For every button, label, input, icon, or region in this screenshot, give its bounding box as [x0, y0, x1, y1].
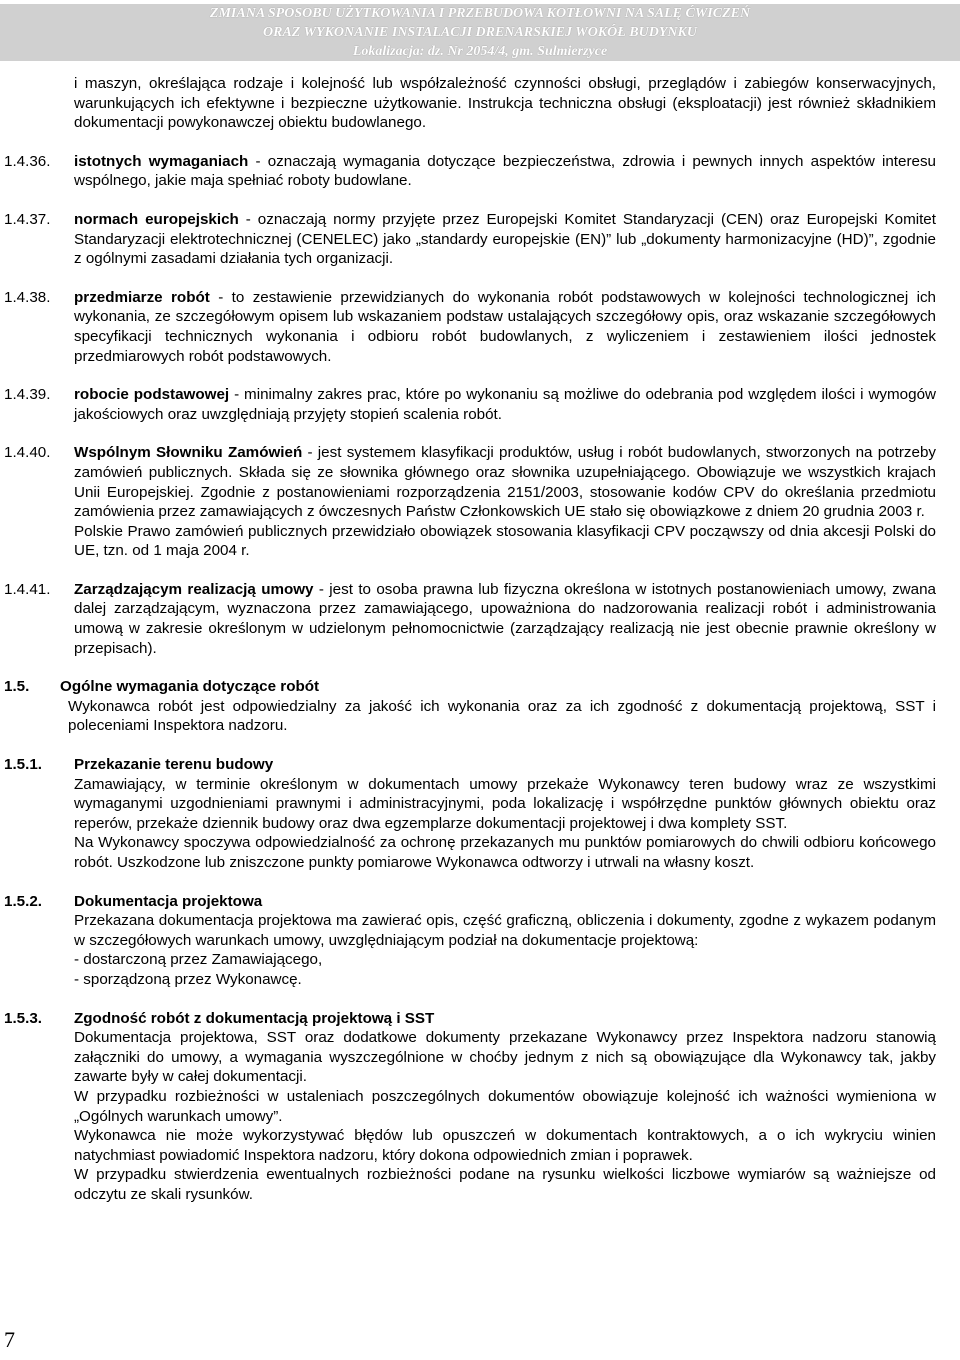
- definition-1-4-40: [4, 443, 936, 561]
- definition-number: 1.4.36.: [4, 152, 51, 170]
- section-1-5-3: [4, 1009, 936, 1205]
- section-paragraph: Dokumentacja projektowa, SST oraz dodatkowe dokumenty przekazane Wykonawcy przez Inspektora nadzoru stanowią załączniki do umowy, a wymagania wyszczególnione w choćby jednym z nich są obowiązujące dla Wykonawcy tak, jakby zawarte były w całej dokumentacji.: [74, 1029, 936, 1086]
- definition-1-4-36: [4, 152, 936, 191]
- page-content: [4, 74, 936, 1205]
- header-title-line1: ZMIANA SPOSOBU UŻYTKOWANIA I PRZEBUDOWA KOTŁOWNI NA SALĘ ĆWICZEŃ: [209, 6, 751, 21]
- section-paragraph: Przekazana dokumentacja projektowa ma zawierać opis, część graficzną, obliczenia i dokumenty, zgodne z wykazem podanym w szczegółowych warunkach umowy, uwzględniającym podział na dokumentacje projektową:: [74, 912, 936, 949]
- section-1-5: [4, 677, 936, 736]
- intro-paragraph: i maszyn, określająca rodzaje i kolejność lub współzależność czynności obsługi, przeglądów i zabiegów konserwacyjnych, warunkujących ich efektywne i bezpieczne użytkowanie. Instrukcja techniczna obsługi (eksploatacji) jest również składnikiem dokumentacji powykonawczej obiektu budowlanego.: [74, 75, 936, 132]
- section-number: 1.5.: [4, 678, 30, 696]
- definition-term: Zarządzającym realizacją umowy: [74, 580, 314, 598]
- definition-term: normach europejskich: [74, 210, 239, 228]
- definition-term: Wspólnym Słowniku Zamówień: [74, 444, 303, 462]
- section-1-5-2: [4, 892, 936, 990]
- definition-text: robocie podstawowej - minimalny zakres prac, które po wykonaniu są możliwe do odebrania pod względem ilości i wymogów jakościowych oraz uwzględniają przyjęty stopień scalenia robót.: [74, 386, 936, 423]
- definition-text: Wspólnym Słowniku Zamówień - jest systemem klasyfikacji produktów, usług i robót budowlanych, stworzonych na potrzeby zamówień publicznych. Składa się ze słownika głównego oraz słownika uzupełniającego. Obowiązuje we wszystkich krajach Unii Europejskiej. Zgodnie z postanowieniami rozporządzenia 2151/2003, stosowanie kodów CPV do określania przedmiotu zamówienia przez zamawiających z ówczesnych Państw Członkowskich UE stało się obowiązkowe z dniem 20 grudnia 2003 r.: [74, 444, 936, 521]
- page-number: 7: [4, 1327, 15, 1352]
- document-header: [0, 4, 960, 61]
- section-body: Wykonawca robót jest odpowiedzialny za jakość ich wykonania oraz za ich zgodność z dokumentacją projektową, SST i poleceniami Inspektora nadzoru.: [68, 697, 936, 735]
- section-title: Ogólne wymagania dotyczące robót: [60, 678, 320, 696]
- definition-text: normach europejskich - oznaczają normy przyjęte przez Europejski Komitet Standaryzacji (CEN) oraz Europejski Komitet Standaryzacji elektrotechnicznej (CENELEC) jako „standardy europejskie (EN)” lub „dokumenty harmonizacyjne (HD)”, zgodnie z ogólnymi zasadami działania tych organizacji.: [74, 210, 936, 268]
- definition-1-4-38: [4, 288, 936, 366]
- definition-number: 1.4.37.: [4, 210, 51, 228]
- definition-1-4-41: [4, 580, 936, 658]
- section-paragraph: Zamawiający, w terminie określonym w dokumentach umowy przekaże Wykonawcy teren budowy wraz ze wszystkimi wymaganymi uzgodnieniami prawnymi i administracyjnymi, poda lokalizację i współrzędne punktów głównych obiektu oraz reperów, przekaże dziennik budowy oraz dwa egzemplarze dokumentacji projektowej i dwa komplety SST.: [74, 775, 936, 832]
- section-paragraph: W przypadku rozbieżności w ustaleniach poszczególnych dokumentów obowiązuje kolejność ich ważności wymieniona w „Ogólnych warunkach umowy”.: [74, 1087, 936, 1125]
- definition-1-4-37: [4, 210, 936, 269]
- definition-number: 1.4.38.: [4, 288, 51, 306]
- definition-term: istotnych wymaganiach: [74, 152, 249, 170]
- list-item: - dostarczoną przez Zamawiającego,: [74, 951, 323, 969]
- definition-text: przedmiarze robót - to zestawienie przewidzianych do wykonania robót podstawowych w kolejności technologicznej ich wykonania, ze szczegółowym opisem lub wskazaniem podstaw ustalających szczegółowy opis, oraz wskazanie szczegółowych specyfikacji technicznych wykonania i odbioru robót budowlanych, z wyliczeniem i zestawieniem ilości jednostek przedmiarowych robót podstawowych.: [74, 288, 936, 365]
- definition-number: 1.4.39.: [4, 386, 51, 404]
- header-location: Lokalizacja: dz. Nr 2054/4, gm. Sulmierzyce: [352, 44, 608, 59]
- section-paragraph: W przypadku stwierdzenia ewentualnych rozbieżności podane na rysunku wielkości liczbowe wymiarów są ważniejsze od odczytu ze skali rysunków.: [74, 1166, 936, 1203]
- section-number: 1.5.1.: [4, 756, 42, 774]
- section-title: Przekazanie terenu budowy: [74, 756, 274, 774]
- section-paragraph: Na Wykonawcy spoczywa odpowiedzialność za ochronę przekazanych mu punktów pomiarowych do chwili odbioru końcowego robót. Uszkodzone lub zniszczone punkty pomiarowe Wykonawca odtworzy i utrwali na własny koszt.: [74, 834, 936, 871]
- definition-text: istotnych wymaganiach - oznaczają wymagania dotyczące bezpieczeństwa, zdrowia i pewnych innych aspektów interesu wspólnego, jakie maja spełniać roboty budowlane.: [74, 152, 936, 190]
- definition-text: Zarządzającym realizacją umowy - jest to osoba prawna lub fizyczna określona w istotnych postanowieniach umowy, zwana dalej zarządzającym, wyznaczona przez zamawiającego, upoważniona do nadzorowania realizacji robót i administrowania umową w zakresie określonym w udzielonym pełnomocnictwie (zarządzający realizacją nie jest obecnie prawnie określony w przepisach).: [74, 580, 936, 657]
- definition-extra: Polskie Prawo zamówień publicznych przewidziało obowiązek stosowania klasyfikacji CPV począwszy od dnia akcesji Polski do UE, tzn. od 1 maja 2004 r.: [74, 522, 936, 560]
- section-paragraph: Wykonawca nie może wykorzystywać błędów lub opuszczeń w dokumentach kontraktowych, a o ich wykryciu winien natychmiast powiadomić Inspektora nadzoru, który dokona odpowiednich zmian i poprawek.: [74, 1127, 936, 1164]
- header-title-line2: ORAZ WYKONANIE INSTALACJI DRENARSKIEJ WOKÓŁ BUDYNKU: [263, 25, 697, 40]
- definition-term: przedmiarze robót: [74, 288, 210, 306]
- definition-number: 1.4.40.: [4, 444, 51, 462]
- section-title: Dokumentacja projektowa: [74, 892, 263, 910]
- section-title: Zgodność robót z dokumentacją projektową i SST: [74, 1009, 435, 1027]
- section-1-5-1: [4, 755, 936, 873]
- definition-1-4-39: [4, 385, 936, 424]
- definition-term: robocie podstawowej: [74, 386, 230, 404]
- list-item: - sporządzoną przez Wykonawcę.: [74, 970, 302, 988]
- definition-number: 1.4.41.: [4, 580, 51, 598]
- section-number: 1.5.2.: [4, 892, 42, 910]
- section-number: 1.5.3.: [4, 1009, 42, 1027]
